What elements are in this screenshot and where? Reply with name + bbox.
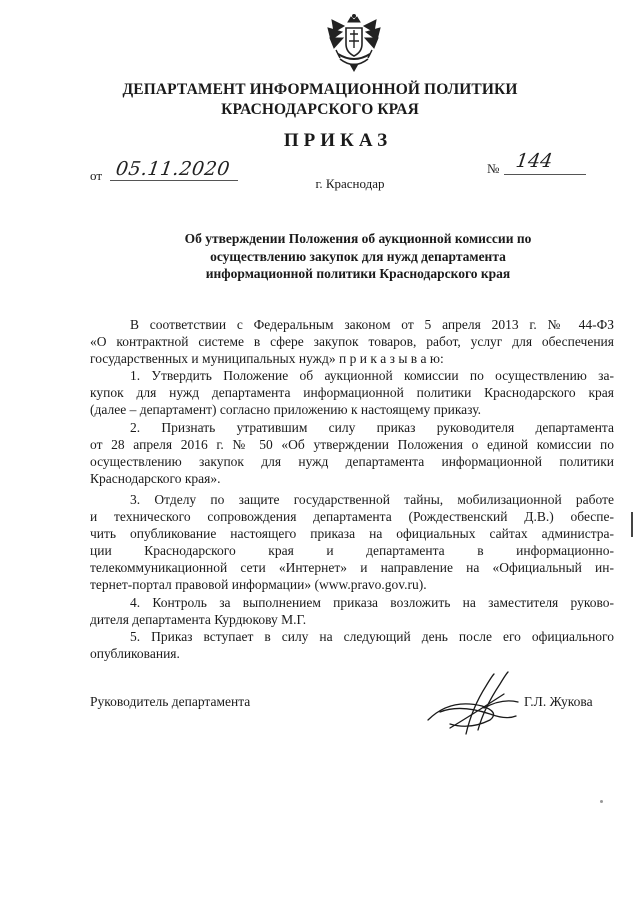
body-line: государственных и муниципальных нужд» п р и к а з ы в а ю:: [90, 351, 444, 366]
scan-edge-mark: [631, 512, 633, 537]
number-label: №: [487, 161, 500, 176]
body-line: (далее – департамент) согласно приложению к настоящему приказу.: [90, 402, 481, 417]
body-line: ции Краснодарского края и департамента в информационно-: [90, 543, 614, 558]
body-line: 5. Приказ вступает в силу на следующий день после его официального: [130, 629, 614, 644]
signatory-position: Руководитель департамента: [90, 694, 251, 709]
body-line: телекоммуникационной сети «Интернет» и направление на «Официальный ин-: [90, 560, 614, 575]
scan-speck: [600, 800, 603, 803]
body-line: 3. Отделу по защите государственной тайны, мобилизационной работе: [130, 492, 614, 507]
body-line: В соответствии с Федеральным законом от 5 апреля 2013 г. № 44-ФЗ: [130, 317, 614, 332]
body-line: опубликования.: [90, 646, 180, 661]
subject-line-1: Об утверждении Положения об аукционной комиссии по: [184, 231, 532, 246]
handwritten-date: 05.11.2020: [114, 158, 232, 180]
body-line: Краснодарского края».: [90, 471, 221, 486]
body-line: 4. Контроль за выполнением приказа возложить на заместителя руково-: [130, 595, 614, 610]
department-name-line2: КРАСНОДАРСКОГО КРАЯ: [221, 101, 419, 118]
body-line: дителя департамента Курдюкову М.Г.: [90, 612, 307, 627]
body-line: купок для нужд департамента информационной политики Краснодарского края: [90, 385, 614, 400]
body-line: от 28 апреля 2016 г. № 50 «Об утверждении Положения о единой комиссии по: [90, 437, 614, 452]
date-label: от: [90, 168, 103, 183]
subject-line-2: осуществлению закупок для нужд департамента: [210, 249, 506, 264]
number-underline: [504, 174, 586, 175]
handwritten-signature-icon: [420, 668, 530, 740]
subject-line-3: информационной политики Краснодарского края: [205, 266, 511, 281]
city-label: г. Краснодар: [315, 176, 385, 191]
body-line: осуществлению закупок для нужд департамента информационной политики: [90, 454, 614, 469]
coat-of-arms-icon: [326, 14, 382, 72]
handwritten-number: 144: [514, 150, 554, 172]
body-line: чить опубликование настоящего приказа на официальных сайтах администра-: [90, 526, 614, 541]
department-name-line1: ДЕПАРТАМЕНТ ИНФОРМАЦИОННОЙ ПОЛИТИКИ: [122, 81, 518, 98]
document-type-title: ПРИКАЗ: [283, 130, 393, 151]
body-line: «О контрактной системе в сфере закупок товаров, работ, услуг для обеспечения: [90, 334, 614, 349]
body-line: тернет-портал правовой информации» (www.pravo.gov.ru).: [90, 577, 427, 592]
signatory-name: Г.Л. Жукова: [524, 694, 593, 709]
body-line: 1. Утвердить Положение об аукционной комиссии по осуществлению за-: [130, 368, 614, 383]
body-line: и технического сопровождения департамента (Рождественский Д.В.) обеспе-: [90, 509, 614, 524]
body-line: 2. Признать утратившим силу приказ руководителя департамента: [130, 420, 614, 435]
